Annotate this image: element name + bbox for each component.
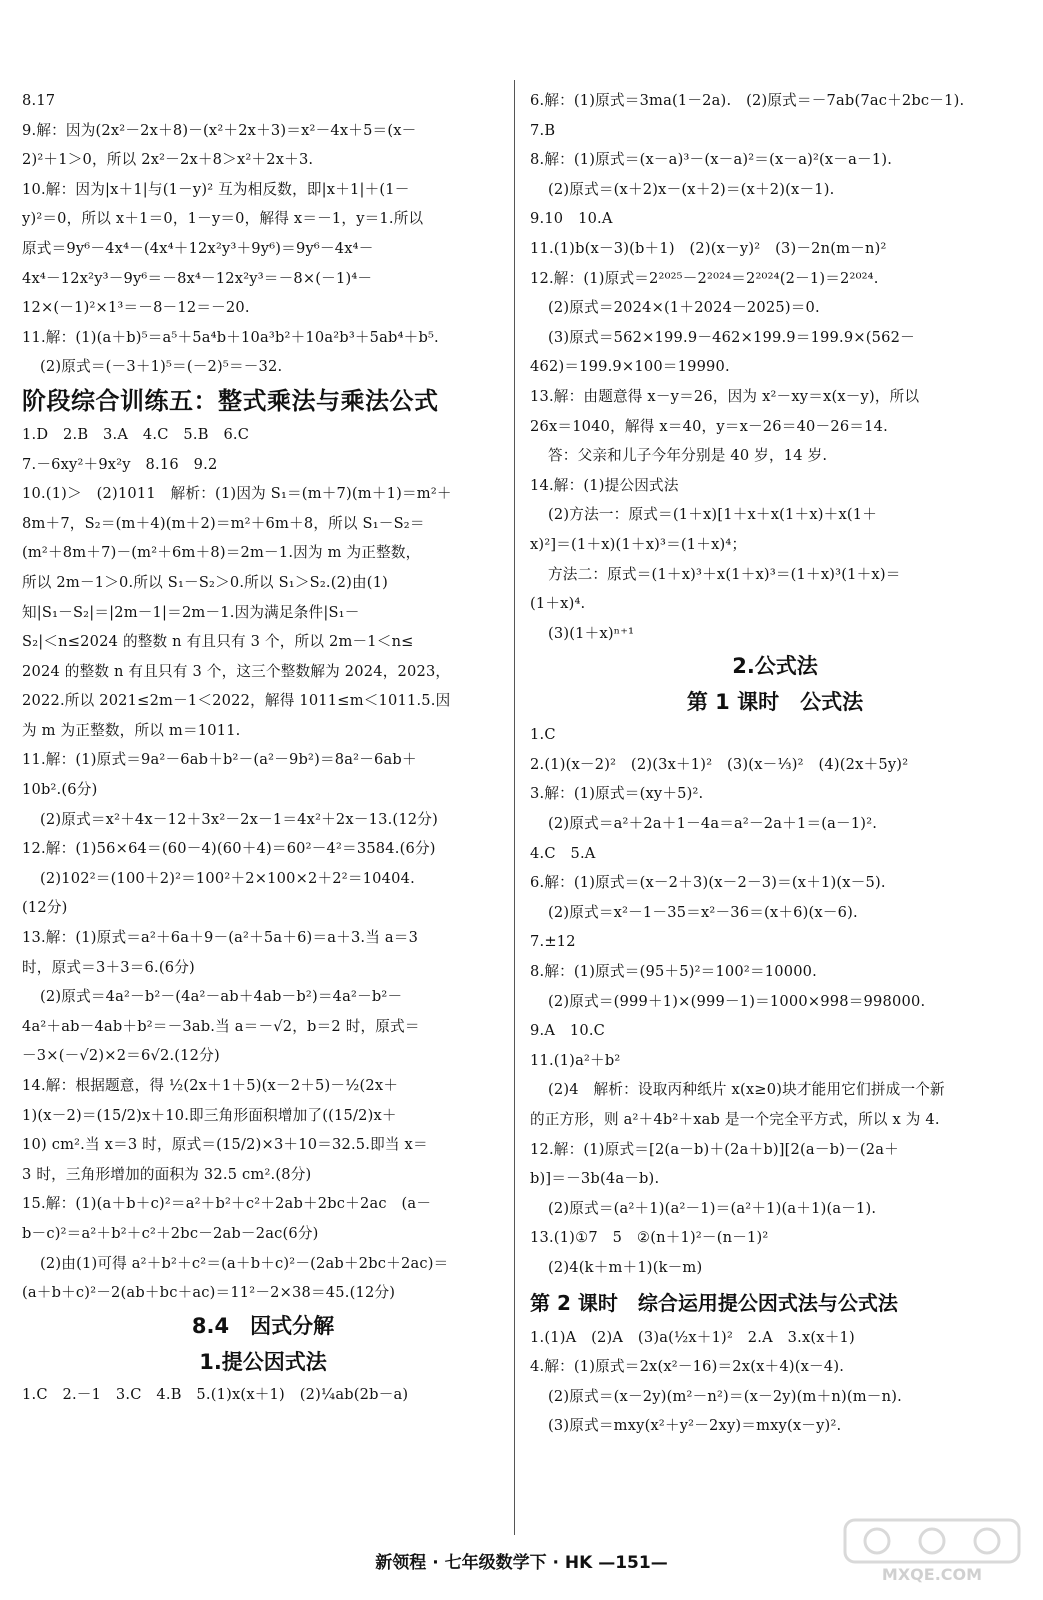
section-heading: 2.公式法 <box>732 654 818 679</box>
section-heading: 1.提公因式法 <box>199 1349 327 1374</box>
answer-line: 6.解：(1)原式＝(x－2＋3)(x－2－3)＝(x＋1)(x－5). <box>530 874 886 892</box>
answer-line: 7.－6xy²＋9x²y 8.16 9.2 <box>22 455 218 473</box>
answer-line: (1＋x)⁴. <box>530 595 586 613</box>
answer-line: 10) cm².当 x＝3 时，原式＝(15/2)×3＋10＝32.5.即当 x＝ <box>22 1136 428 1154</box>
answer-line: 1.C <box>530 726 556 744</box>
answer-line: 11.(1)a²＋b² <box>530 1051 621 1069</box>
answer-line: 4a²＋ab－4ab＋b²＝－3ab.当 a＝－√2，b＝2 时，原式＝ <box>22 1017 420 1035</box>
answer-line: x)²]＝(1＋x)(1＋x)³＝(1＋x)⁴； <box>530 535 747 553</box>
answer-line: (2)原式＝(－3＋1)⁵＝(－2)⁵＝－32. <box>40 358 283 376</box>
answer-line: 2022.所以 2021≤2m－1＜2022，解得 1011≤m＜1011.5.因 <box>22 692 451 710</box>
answer-line: (2)原式＝(999＋1)×(999－1)＝1000×998＝998000. <box>548 992 926 1010</box>
answer-line: 11.解：(1)(a＋b)⁵＝a⁵＋5a⁴b＋10a³b²＋10a²b³＋5ab⁴＋b⁵. <box>22 328 439 346</box>
answer-line: 6.解：(1)原式＝3ma(1－2a). (2)原式＝－7ab(7ac＋2bc－1). <box>530 92 965 109</box>
answer-line: (2)原式＝2024×(1＋2024－2025)＝0. <box>548 299 820 317</box>
answer-line: 9.解：因为(2x²－2x＋8)－(x²＋2x＋3)＝x²－4x＋5＝(x－ <box>22 121 417 139</box>
answer-line: b)]＝－3b(4a－b). <box>530 1170 660 1188</box>
answer-line: y)²＝0，所以 x＋1＝0，1－y＝0，解得 x＝－1，y＝1.所以 <box>22 210 424 228</box>
answer-line: 14.解：根据题意，得 ½(2x＋1＋5)(x－2＋5)－½(2x＋ <box>22 1077 399 1094</box>
answer-line: (3)(1＋x)ⁿ⁺¹ <box>548 624 635 642</box>
answer-line: (2)方法一：原式＝(1＋x)[1＋x＋x(1＋x)＋x(1＋ <box>548 506 878 524</box>
answer-line: 4.C 5.A <box>530 844 596 862</box>
answer-line: 时，原式＝3＋3＝6.(6分) <box>22 958 195 976</box>
answer-line: 答：父亲和儿子今年分别是 40 岁，14 岁. <box>548 447 828 465</box>
answer-line: 11.解：(1)原式＝9a²－6ab＋b²－(a²－9b²)＝8a²－6ab＋ <box>22 751 417 769</box>
answer-line: 8.解：(1)原式＝(x－a)³－(x－a)²＝(x－a)²(x－a－1). <box>530 151 893 169</box>
watermark-logo <box>837 1516 1027 1586</box>
answer-line: 3.解：(1)原式＝(xy＋5)². <box>530 785 704 803</box>
answer-line: 1.C 2.－1 3.C 4.B 5.(1)x(x＋1) (2)¼ab(2b－a) <box>22 1385 409 1403</box>
answer-line: 4.解：(1)原式＝2x(x²－16)＝2x(x＋4)(x－4). <box>530 1358 845 1376</box>
answer-line: (2)原式＝x²＋4x－12＋3x²－2x－1＝4x²＋2x－13.(12分) <box>40 810 438 828</box>
section-heading: 第 2 课时 综合运用提公因式法与公式法 <box>530 1290 898 1315</box>
answer-line: (2)原式＝a²＋2a＋1－4a＝a²－2a＋1＝(a－1)². <box>548 815 878 833</box>
answer-line: 1.(1)A (2)A (3)a(½x＋1)² 2.A 3.x(x＋1) <box>530 1328 855 1346</box>
answer-line: 13.解：由题意得 x－y＝26，因为 x²－xy＝x(x－y)，所以 <box>530 387 920 405</box>
answer-line: (2)原式＝(a²＋1)(a²－1)＝(a²＋1)(a＋1)(a－1). <box>548 1199 877 1217</box>
answer-line: (12分) <box>22 899 68 917</box>
answer-line: 12×(－1)²×1³＝－8－12＝－20. <box>22 299 250 317</box>
answer-line: 9.A 10.C <box>530 1022 606 1040</box>
answer-line: 8.17 <box>22 92 56 109</box>
page-footer: 新领程 · 七年级数学下 · HK —151— <box>375 1553 668 1573</box>
answer-line: (2)原式＝(x＋2)x－(x＋2)＝(x＋2)(x－1). <box>548 180 835 198</box>
answer-line: 2)²＋1＞0，所以 2x²－2x＋8＞x²＋2x＋3. <box>22 151 314 169</box>
answer-line: 2.(1)(x－2)² (2)(3x＋1)² (3)(x－⅓)² (4)(2x＋5y)² <box>530 755 909 773</box>
answer-line: (2)由(1)可得 a²＋b²＋c²＝(a＋b＋c)²－(2ab＋2bc＋2ac)＝ <box>40 1254 449 1272</box>
answer-line: 12.解：(1)原式＝2²⁰²⁵－2²⁰²⁴＝2²⁰²⁴(2－1)＝2²⁰²⁴. <box>530 269 879 287</box>
answer-line: 的正方形，则 a²＋4b²＋xab 是一个完全平方式，所以 x 为 4. <box>530 1111 940 1128</box>
answer-line: 4x⁴－12x²y³－9y⁶＝－8x⁴－12x²y³＝－8×(－1)⁴－ <box>22 269 373 287</box>
answer-line: 1.D 2.B 3.A 4.C 5.B 6.C <box>22 425 250 443</box>
answer-line: (2)4 解析：设取丙种纸片 x(x≥0)块才能用它们拼成一个新 <box>548 1081 945 1099</box>
answer-line: 2024 的整数 n 有且只有 3 个，这三个整数解为 2024，2023， <box>22 662 451 680</box>
answer-line: (2)4(k＋m＋1)(k－m) <box>548 1258 703 1276</box>
answer-line: 12.解：(1)原式＝[2(a－b)＋(2a＋b)][2(a－b)－(2a＋ <box>530 1140 899 1158</box>
watermark-text: MXQE.COM <box>881 1565 983 1584</box>
answer-line: 原式＝9y⁶－4x⁴－(4x⁴＋12x²y³＋9y⁶)＝9y⁶－4x⁴－ <box>22 239 374 257</box>
answer-line: 3 时，三角形增加的面积为 32.5 cm².(8分) <box>22 1165 312 1183</box>
section-heading: 8.4 因式分解 <box>191 1313 335 1338</box>
answer-line: (2)102²＝(100＋2)²＝100²＋2×100×2＋2²＝10404. <box>40 869 415 887</box>
answer-line: 10b².(6分) <box>22 781 98 799</box>
answer-line: (2)原式＝(x－2y)(m²－n²)＝(x－2y)(m＋n)(m－n). <box>548 1387 902 1405</box>
left-column <box>22 86 504 1409</box>
answer-line: 所以 2m－1＞0.所以 S₁－S₂＞0.所以 S₁＞S₂.(2)由(1) <box>22 573 389 591</box>
answer-line: 知|S₁－S₂|＝|2m－1|＝2m－1.因为满足条件|S₁－ <box>22 603 360 621</box>
answer-line: 13.解：(1)原式＝a²＋6a＋9－(a²＋5a＋6)＝a＋3.当 a＝3 <box>22 929 419 947</box>
section-heading: 阶段综合训练五：整式乘法与乘法公式 <box>22 386 439 415</box>
answer-line: 11.(1)b(x－3)(b＋1) (2)(x－y)² (3)－2n(m－n)² <box>530 239 887 257</box>
answer-line: b－c)²＝a²＋b²＋c²＋2bc－2ab－2ac(6分) <box>22 1224 319 1242</box>
answer-line: 7.±12 <box>530 933 576 951</box>
section-heading: 第 1 课时 公式法 <box>686 690 864 715</box>
answer-line: 10.(1)＞ (2)1011 解析：(1)因为 S₁＝(m＋7)(m＋1)＝m²＋ <box>22 485 452 503</box>
answer-line: (a＋b＋c)²－2(ab＋bc＋ac)＝11²－2×38＝45.(12分) <box>22 1284 396 1302</box>
answer-line: (3)原式＝562×199.9－462×199.9＝199.9×(562－ <box>548 328 915 346</box>
answer-line: (2)原式＝4a²－b²－(4a²－ab＋4ab－b²)＝4a²－b²－ <box>40 988 403 1006</box>
answer-line: 13.(1)①7 5 ②(n＋1)²－(n－1)² <box>530 1229 769 1247</box>
answer-line: 10.解：因为|x＋1|与(1－y)² 互为相反数，即|x＋1|＋(1－ <box>22 180 410 198</box>
answer-line: 8.解：(1)原式＝(95＋5)²＝100²＝10000. <box>530 963 818 981</box>
answer-line: (3)原式＝mxy(x²＋y²－2xy)＝mxy(x－y)². <box>548 1417 842 1435</box>
answer-line: S₂|＜n≤2024 的整数 n 有且只有 3 个，所以 2m－1＜n≤ <box>22 633 414 651</box>
answer-line: 8m＋7，S₂＝(m＋4)(m＋2)＝m²＋6m＋8，所以 S₁－S₂＝ <box>22 514 425 532</box>
column-divider <box>514 80 515 1535</box>
answer-line: －3×(－√2)×2＝6√2.(12分) <box>22 1047 220 1065</box>
answer-line: 为 m 为正整数，所以 m＝1011. <box>22 721 241 739</box>
answer-line: (2)原式＝x²－1－35＝x²－36＝(x＋6)(x－6). <box>548 903 858 921</box>
answer-line: 462)＝199.9×100＝19990. <box>530 358 730 376</box>
answer-line: (m²＋8m＋7)－(m²＋6m＋8)＝2m－1.因为 m 为正整数， <box>22 544 421 562</box>
answer-line: 1)(x－2)＝(15/2)x＋10.即三角形面积增加了((15/2)x＋ <box>22 1106 397 1124</box>
answer-line: 9.10 10.A <box>530 210 613 228</box>
answer-line: 26x＝1040，解得 x＝40，y＝x－26＝40－26＝14. <box>530 417 888 435</box>
answer-line: 12.解：(1)56×64＝(60－4)(60＋4)＝60²－4²＝3584.(6分) <box>22 840 436 858</box>
answer-line: 15.解：(1)(a＋b＋c)²＝a²＋b²＋c²＋2ab＋2bc＋2ac (a－ <box>22 1195 432 1213</box>
answer-line: 14.解：(1)提公因式法 <box>530 476 679 494</box>
answer-line: 方法二：原式＝(1＋x)³＋x(1＋x)³＝(1＋x)³(1＋x)＝ <box>548 565 901 583</box>
answer-line: 7.B <box>530 121 556 139</box>
right-column <box>530 86 1020 1441</box>
